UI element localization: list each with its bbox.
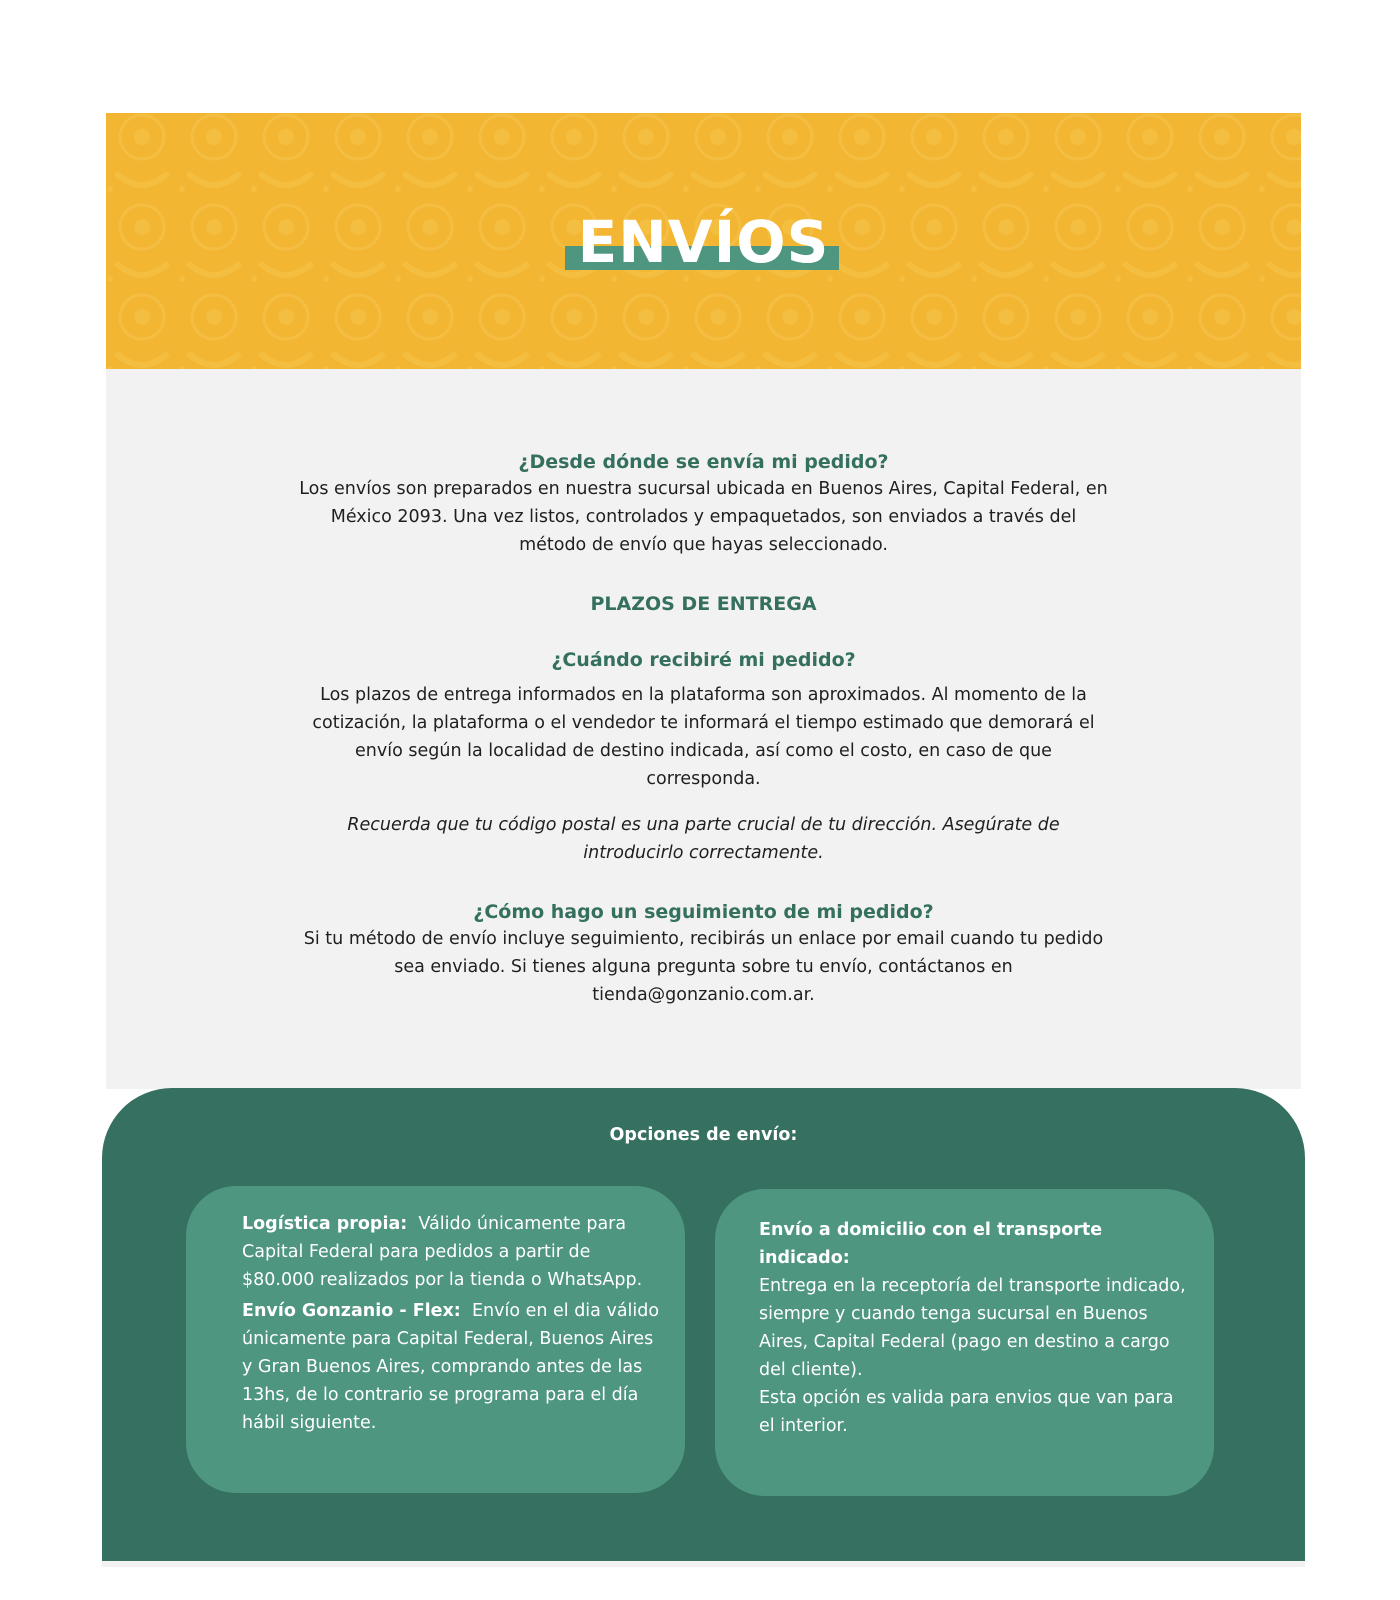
page-title: ENVÍOS [577,208,830,276]
faq-origin [296,449,1111,559]
shipping-options-section [102,1088,1305,1561]
hero-banner [106,113,1301,369]
option-flex-label: Envío Gonzanio - Flex: [242,1301,461,1321]
section-heading-delivery-times: PLAZOS DE ENTREGA [590,593,817,615]
option-transport-label: Envío a domicilio con el transporte indicado: [759,1220,1103,1268]
option-transport-note: Esta opción es valida para envios que van para el interior. [759,1388,1174,1436]
option-flex-text: Envío en el dia válido únicamente para Capital Federal, Buenos Aires y Gran Buenos Aires, comprando antes de las 13hs, de lo contrario se programa para el día hábil siguiente. [242,1301,660,1433]
option-own-logistics [242,1210,661,1294]
shipping-option-card-transport [715,1189,1214,1496]
faq-tracking [296,899,1111,1009]
option-flex [242,1297,661,1437]
option-own-logistics-label: Logística propia: [242,1214,408,1234]
card-left-content [242,1210,661,1437]
shipping-option-card-own [186,1186,685,1493]
faq-answer-tracking: Si tu método de envío incluye seguimiento, recibirás un enlace por email cuando tu pedido sea enviado. Si tienes alguna pregunta sobre tu envío, contáctanos en tienda@gonzanio.com.ar. [303,929,1104,1005]
card-right-content [759,1216,1190,1440]
delivery-times-heading-wrap [296,591,1111,617]
faq-question-origin: ¿Desde dónde se envía mi pedido? [518,451,889,473]
footer-divider [102,1561,1305,1567]
faq-question-delivery: ¿Cuándo recibiré mi pedido? [551,649,856,671]
faq-question-tracking: ¿Cómo hago un seguimiento de mi pedido? [473,901,934,923]
option-own-logistics-text: Válido únicamente para Capital Federal para pedidos a partir de $80.000 realizados por la tienda o WhatsApp. [242,1214,643,1290]
faq-answer-delivery: Los plazos de entrega informados en la plataforma son aproximados. Al momento de la cotización, la plataforma o el vendedor te informará el tiempo estimado que demorará el envío según la localidad de destino indicada, así como el costo, en caso de que corresponda. [312,685,1095,789]
faq-section [106,369,1301,1089]
option-transport-text: Entrega en la receptoría del transporte indicado, siempre y cuando tenga sucursal en Buenos Aires, Capital Federal (pago en destino a cargo del cliente). [759,1276,1186,1380]
faq-answer-origin: Los envíos son preparados en nuestra sucursal ubicada en Buenos Aires, Capital Federal, en México 2093. Una vez listos, controlados y empaquetados, son enviados a través del método de envío que hayas seleccionado. [299,479,1108,555]
shipping-options-title: Opciones de envío: [609,1125,798,1145]
faq-delivery [296,647,1111,867]
faq-note-postal-code: Recuerda que tu código postal es una parte crucial de tu dirección. Asegúrate de introducirlo correctamente. [347,815,1060,863]
